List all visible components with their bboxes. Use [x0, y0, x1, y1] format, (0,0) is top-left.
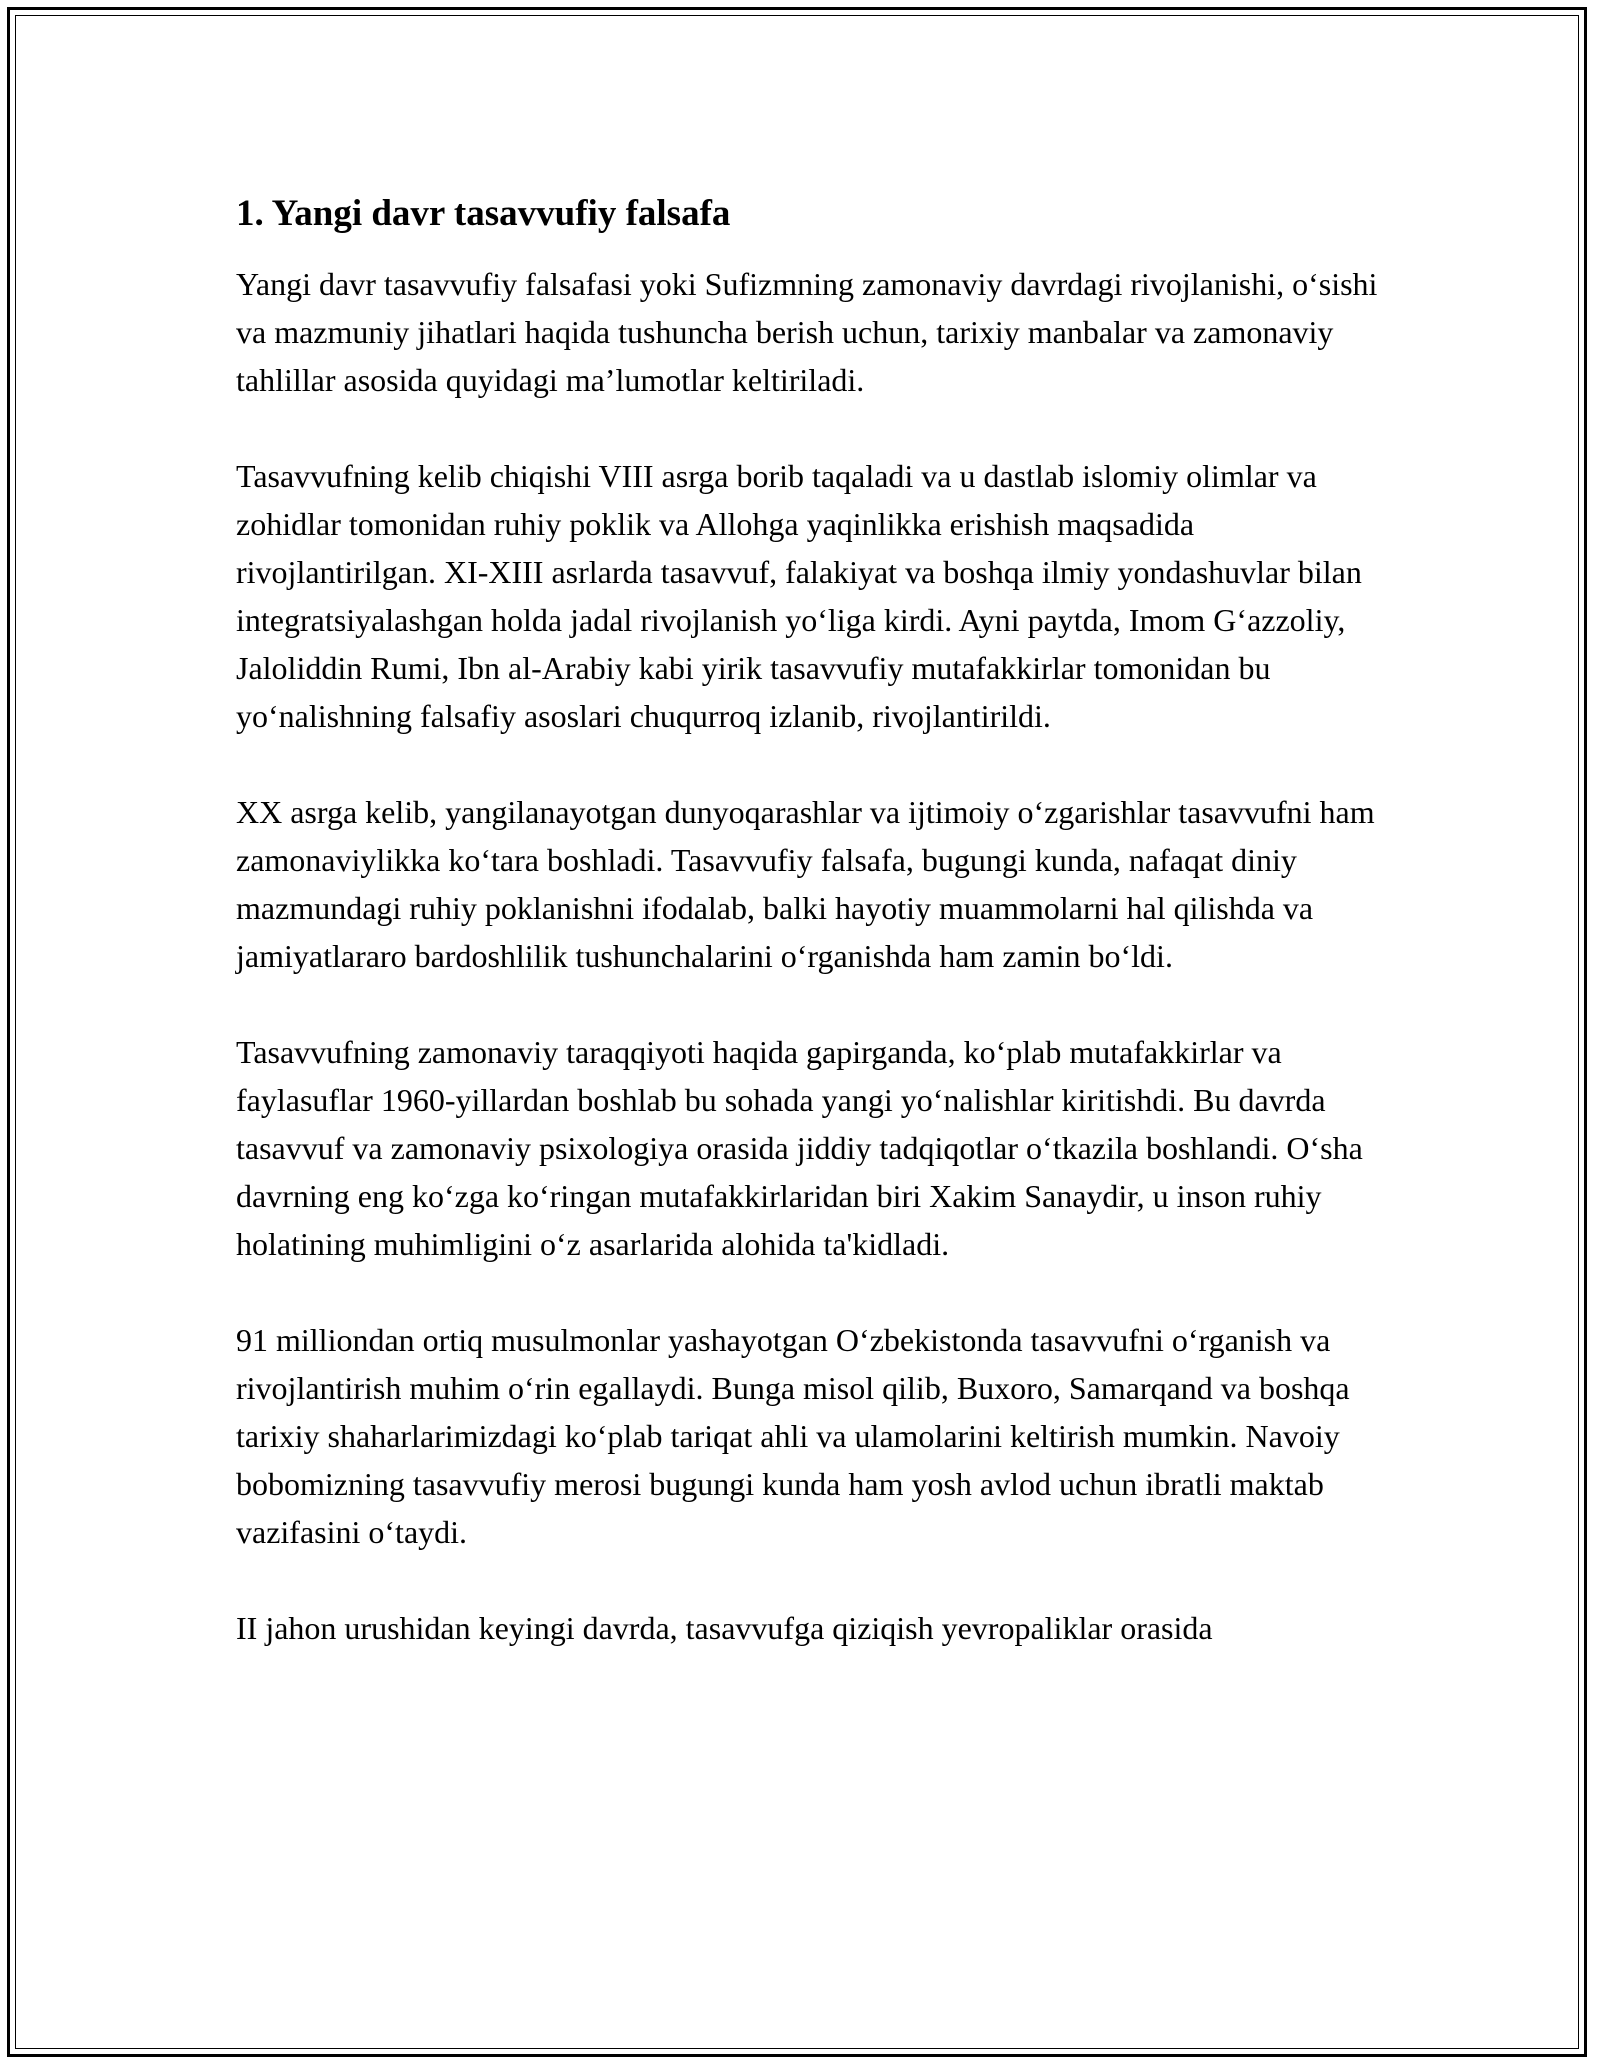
paragraph-origins: Tasavvufning kelib chiqishi VIII asrga borib taqaladi va u dastlab islomiy olimlar va zohidlar tomonidan ruhiy poklik va Allohga yaqinlikka erishish maqsadida rivojlantirilgan. XI-XIII asrlarda tasavvuf, falakiyat va boshqa ilmiy yondashuvlar bilan integratsiyalashgan holda jadal rivojlanish yo‘liga kirdi. Ayni paytda, Imom G‘azzoliy, Jaloliddin Rumi, Ibn al-Arabiy kabi yirik tasavvufiy mutafakkirlar tomonidan bu yo‘nalishning falsafiy asoslari chuqurroq izlanib, rivojlantirildi. — [236, 458, 1362, 734]
paragraph-twentieth-century: XX asrga kelib, yangilanayotgan dunyoqarashlar va ijtimoiy o‘zgarishlar tasavvufni ham zamonaviylikka ko‘tara boshladi. Tasavvufiy falsafa, bugungi kunda, nafaqat diniy mazmundagi ruhiy poklanishni ifodalab, balki hayotiy muammolarni hal qilishda va jamiyatlararo bardoshlilik tushunchalarini o‘rganishda ham zamin bo‘ldi. — [236, 794, 1375, 974]
paragraph-modern-development: Tasavvufning zamonaviy taraqqiyoti haqida gapirganda, ko‘plab mutafakkirlar va faylasuflar 1960-yillardan boshlab bu sohada yangi yo‘nalishlar kiritishdi. Bu davrda tasavvuf va zamonaviy psixologiya orasida jiddiy tadqiqotlar o‘tkazila boshlandi. O‘sha davrning eng ko‘zga ko‘ringan mutafakkirlaridan biri Xakim Sanaydir, u inson ruhiy holatining muhimligini o‘z asarlarida alohida ta'kidladi. — [236, 1034, 1363, 1262]
document-body — [236, 190, 1386, 1700]
paragraph-uzbekistan: 91 milliondan ortiq musulmonlar yashayotgan O‘zbekistonda tasavvufni o‘rganish va rivojlantirish muhim o‘rin egallaydi. Bunga misol qilib, Buxoro, Samarqand va boshqa tarixiy shaharlarimizdagi ko‘plab tariqat ahli va ulamolarini keltirish mumkin. Navoiy bobomizning tasavvufiy merosi bugungi kunda ham yosh avlod uchun ibratli maktab vazifasini o‘taydi. — [236, 1322, 1350, 1550]
paragraph-intro: Yangi davr tasavvufiy falsafasi yoki Sufizmning zamonaviy davrdagi rivojlanishi, o‘sishi va mazmuniy jihatlari haqida tushuncha berish uchun, tarixiy manbalar va zamonaviy tahlillar asosida quyidagi ma’lumotlar keltiriladi. — [236, 266, 1378, 398]
paragraph-post-war: II jahon urushidan keyingi davrda, tasavvufga qiziqish yevropaliklar orasida — [236, 1610, 1213, 1646]
section-heading: 1. Yangi davr tasavvufiy falsafa — [236, 193, 731, 234]
